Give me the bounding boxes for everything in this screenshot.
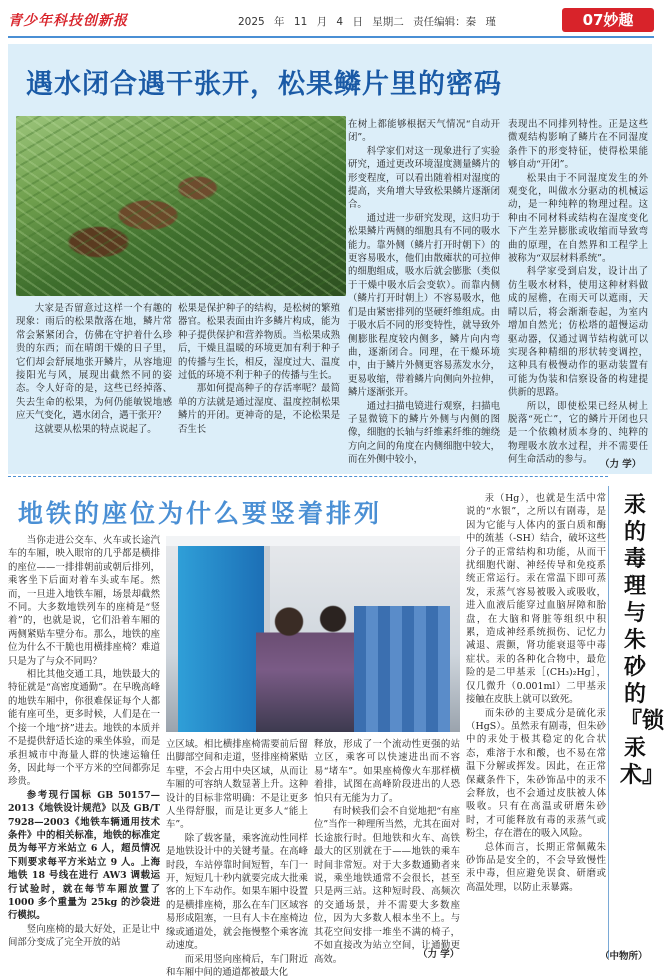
article-subway-title: 地铁的座位为什么要竖着排列 [18, 494, 382, 530]
article-pinecone-title: 遇水闭合遇干张开，松果鳞片里的密码 [26, 62, 626, 101]
paragraph: 有时候我们会不自觉地把“有座位”当作一种理所当然，尤其在面对长途旅行时。但地铁和火车、高铁最大的区别就在于——地铁的乘车时间非常短。对于大多数通勤者来说，乘坐地铁通常不会很长，甚至只是两三站。这种短时段、高频次的交通场景，并不需要大多数座位，因为大多数人根本坐不上。与其花空间安排一堆坐不满的椅子，不如直接改为站立空间，让通勤更高效。 [314, 805, 460, 966]
paragraph: 而朱砂的主要成分是硫化汞（HgS）。虽然汞有剧毒，但朱砂中的汞处于极其稳定的化合状态，难溶于水和酸，也不易在常温下分解或挥发。因此，在正常保藏条件下，朱砂饰品中的汞不会释放，也不会通过皮肤被人体吸收。只有在高温或研磨朱砂时，才可能释放有毒的汞蒸气或粉尘，存在潜在的吸入风险。 [466, 707, 606, 841]
longitudinal-seats [354, 606, 450, 732]
paragraph: 通过进一步研究发现，这归功于松果鳞片两侧的细胞具有不同的吸水能力。靠外侧（鳞片打开时朝下）的更容易吸水，他们由散瘫状的可拉伸的细胞组成，吸水后就会膨胀（类似于干燥中吸水后会变软）。而靠内侧（鳞片打开时朝上）不容易吸水，他们是由紧密排列的坚硬纤维组成。由于吸水后不同的形变特性，就导致外侧膨胀程度较内侧多，鳞片向内弯曲，逐渐闭合。同理，在干燥环境中，由于鳞片外侧更容易蒸发水分，更易收缩，带着鳞片向侧向外拉伸，鳞片逐渐张开。 [348, 212, 500, 400]
article-pinecone-col1 [16, 302, 172, 472]
article-subway-credit: （力 学） [418, 946, 459, 960]
article-pinecone-col4 [508, 118, 648, 454]
issue-date-editor: 2025 年 11 月 4 日 星期二 责任编辑：秦 瑾 [238, 14, 496, 29]
pinecone-photo [16, 116, 346, 296]
article-pinecone-credit: （力 学） [600, 456, 641, 470]
paragraph: 除了载客量，乘客流动性同样是地铁设计中的关键考量。在高峰时段，车站停靠时间短暂，车门一开，短短几十秒内就要完成大批乘客的上下车动作。如果车厢中设置的是横排座椅，那么在车门区域容易形成阻塞，一旦有人卡在座椅边缘或通道处，就会拖慢整个乘客流动速度。 [166, 832, 308, 953]
paragraph: 松果由于不同湿度发生的外观变化，叫做水分驱动的机械运动，是一种纯粹的物理过程。这种由不同材料或结构在湿度变化下产生差异膨胀或收缩而导致弯曲的原理，在自然界和工程学上被称为“双层材料系统”。 [508, 172, 648, 266]
subway-illustration [166, 536, 460, 732]
article-mercury-body [466, 492, 606, 946]
paragraph: 相比其他交通工具，地铁最大的特征就是“高密度通勤”。在早晚高峰的地铁车厢中，你很难保证每个人都能有座可坐，更多时候，人们是在一个接一个地“挤”进去。地铁的本质并不是提供舒适长途的乘坐体验，而是承担城市中海量人群的快速运输任务，因此每一个平方米的空间都弥足珍贵。 [8, 668, 160, 789]
paragraph: 立区域。相比横排座椅需要前后留出脚部空间和走道，竖排座椅紧贴车壁，不会占用中央区域，从而让车厢的可容纳人数显著上升。这种设计的目标非常明确：不是让更多人坐得舒服，而是让更多人“能上车”。 [166, 738, 308, 832]
article-mercury-title: 汞的毒理与朱砂的『锁汞术』 [620, 492, 650, 789]
paragraph: 表现出不同排列特性。正是这些微观结构影响了鳞片在不同湿度条件下的形变特征，使得松果能够自动“开闭”。 [508, 118, 648, 172]
article-pinecone-col3 [348, 118, 500, 470]
paragraph: 在树上都能够根据天气情况“自动开闭”。 [348, 118, 500, 145]
paragraph: 科学家们对这一现象进行了实验研究，通过更改环境湿度测量鳞片的形变程度，可以看出随着相对湿度的提高，夹角增大导致松果鳞片逐渐闭合。 [348, 145, 500, 212]
paragraph: 释放，形成了一个流动性更强的站立区，乘客可以快速进出而不容易“堵车”。如果座椅像火车那样横着排，试图在高峰阶段进出的人恐怕只有无能为力了。 [314, 738, 460, 805]
paragraph: 这就要从松果的特点说起了。 [16, 423, 172, 436]
article-subway-col1 [8, 534, 160, 958]
paragraph: 当你走进公交车、火车或长途汽车的车厢，映入眼帘的几乎都是横排的座位——一排排朝前或朝后排列，乘客坐下后面对着车头或车尾。然而，一旦进入地铁车厢，场景却截然不同。大多数地铁列车的座椅是“竖着”的，也就是说，它们沿着车厢的两侧紧贴车壁分布。那么，地铁的座位为什么不干脆也用横排座椅？难道只是为了与众不同吗？ [8, 534, 160, 668]
section-divider [8, 476, 608, 477]
passengers-crowd [256, 594, 366, 732]
article-mercury-credit: （中物所） [600, 948, 648, 962]
paragraph: 那如何提高种子的存活率呢？最简单的方法就是通过湿度、温度控制松果鳞片的开闭。更神奇的是，不论松果是否生长 [178, 382, 340, 436]
train-ceiling [166, 536, 460, 546]
paragraph: 汞（Hg），也就是生活中常说的“水银”，之所以有剧毒，是因为它能与人体内的蛋白质和酶中的巯基（-SH）结合，破坏这些分子的正常结构和功能，从而干扰细胞代谢、神经传导和免疫系统正常运行。汞在常温下即可蒸发，汞蒸气容易被吸入或吸收，进入血液后能穿过血脑屏障和胎盘，在大脑和肾脏等组织中积累，造成神经系统损伤、记忆力减退、震颤，肾功能衰退等中毒症状。汞的各种化合物中，最危险的是二甲基汞［(CH₃)₂Hg］，仅几微升（0.001ml）二甲基汞接触在皮肤上就可以致死。 [466, 492, 606, 707]
page-header [0, 0, 660, 40]
article-subway-col3 [314, 738, 460, 944]
pine-needles-texture [16, 116, 346, 296]
paragraph: 竖向座椅的最大好处，正是让中间部分变成了完全开放的站 [8, 923, 160, 950]
paragraph: 通过扫描电镜进行观察，扫描电子显微镜下的鳞片外侧与内侧的图像，细胞的长轴与纤维素纤维的缠绕方向之间的角度在内侧细胞中较大，而在外侧中较小， [348, 400, 500, 467]
paragraph: 科学家受到启发，设计出了仿生吸水材料，使用这种材料做成的屋檐，在雨天可以遮雨，天晴以后，将会渐渐卷起，为室内增加自然光；仿松塔的超慢运动驱动器，仅通过调节结构就可以实现各种精细的形状转变调控，这种具有极慢动作的驱动装置有可能为伪装和信察设备的构建提供新的思路。 [508, 265, 648, 399]
column-divider [608, 486, 609, 958]
paragraph: 大家是否留意过这样一个有趣的现象：雨后的松果散落在地，鳞片常常会紧紧闭合，仿佛在守护着什么珍贵的东西；而在晴朗干燥的日子里，它们却会舒展地张开鳞片，从容地迎接阳光与风，展现出截然不同的姿态。令人好奇的是，这些已经掉落、失去生命的松果，为何仍能敏锐地感应天气变化，遇水闭合，遇干张开？ [16, 302, 172, 423]
article-pinecone [8, 44, 652, 474]
section-badge: 07妙趣 [562, 8, 654, 32]
paragraph: 所以，即使松果已经从树上脱落“死亡”，它的鳞片开闭也只是一个依赖材质本身的、纯粹的物理吸水放水过程，并不需要任何生命活动的参与。 [508, 400, 648, 467]
article-subway-col2 [166, 738, 308, 958]
paragraph: 总体而言，长期正常佩戴朱砂饰品是安全的，不会导致慢性汞中毒，但应避免误食、研磨或高温处理，以防止汞暴露。 [466, 841, 606, 895]
masthead-logo: 青少年科技创新报 [8, 10, 128, 30]
header-rule [8, 36, 654, 38]
paragraph: 而采用竖向座椅后，车门附近和车厢中间的通道都被最大化 [166, 953, 308, 979]
paragraph: 松果是保护种子的结构，是松树的繁殖器官。松果表面由许多鳞片构成，能为种子提供保护和营养物质。当松果成熟后，干燥且温暖的环境更加有利于种子的传播与生长，相反，湿度过大、温度过低的环境不利于种子的传播与生长。 [178, 302, 340, 382]
paragraph: 参考现行国标 GB 50157—2013《地铁设计规范》以及 GB/T 7928—2003《地铁车辆通用技术条件》中的相关标准，地铁的标准定员为每平方米站立 6 人，超员情况下则要求每平方米站立 9 人。上海地铁 18 号线在进行 AW3 调载运行试验时，就在每节车厢放置了 1000 多个重量为 25kg 的沙袋进行模拟。 [8, 789, 160, 923]
article-pinecone-col2 [178, 302, 340, 472]
